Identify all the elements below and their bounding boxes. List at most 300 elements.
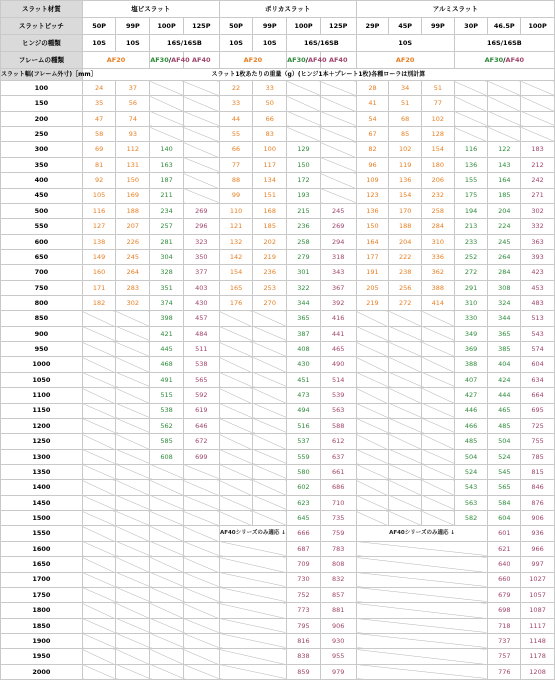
data-cell: 283 <box>116 280 150 295</box>
data-cell: 363 <box>521 234 555 249</box>
data-cell: 116 <box>82 203 116 218</box>
data-cell: 51 <box>422 81 455 96</box>
empty-cell <box>183 526 219 541</box>
data-cell: 385 <box>488 342 521 357</box>
data-cell: 232 <box>422 188 455 203</box>
empty-cell <box>356 403 389 418</box>
frame-label: フレームの種類 <box>1 52 83 69</box>
data-cell: 271 <box>521 188 555 203</box>
data-cell: 33 <box>253 81 287 96</box>
empty-cell <box>356 418 389 433</box>
width-value: 1300 <box>1 449 83 464</box>
data-cell: 215 <box>287 203 321 218</box>
data-cell: 33 <box>219 96 253 111</box>
data-cell: 876 <box>521 495 555 510</box>
data-cell: 619 <box>183 403 219 418</box>
data-cell: 175 <box>454 188 488 203</box>
group-aluminum: アルミスラット <box>356 1 554 18</box>
data-cell: 407 <box>454 372 488 387</box>
empty-cell <box>320 81 356 96</box>
table-row <box>1 203 555 218</box>
empty-cell <box>219 418 253 433</box>
data-cell: 234 <box>150 203 184 218</box>
data-cell: 388 <box>422 280 455 295</box>
data-cell: 416 <box>320 311 356 326</box>
data-cell: 445 <box>150 342 184 357</box>
data-cell: 666 <box>287 526 321 541</box>
empty-cell <box>356 434 389 449</box>
data-cell: 154 <box>422 142 455 157</box>
data-cell: 392 <box>320 296 356 311</box>
empty-cell <box>183 664 219 679</box>
pitch-cell: 29P <box>356 18 389 35</box>
data-cell: 563 <box>320 403 356 418</box>
empty-cell <box>521 81 555 96</box>
empty-cell <box>82 418 116 433</box>
data-cell: 37 <box>116 81 150 96</box>
data-cell: 524 <box>454 464 488 479</box>
data-cell: 773 <box>287 603 321 618</box>
data-cell: 725 <box>521 418 555 433</box>
data-cell: 504 <box>454 449 488 464</box>
data-cell: 524 <box>488 449 521 464</box>
data-cell: 81 <box>82 157 116 172</box>
empty-cell <box>82 618 116 633</box>
data-cell: 170 <box>389 203 422 218</box>
table-row <box>1 526 555 541</box>
empty-cell <box>150 618 184 633</box>
data-cell: 430 <box>287 357 321 372</box>
data-cell: 545 <box>488 464 521 479</box>
table-row <box>1 572 555 587</box>
empty-cell <box>454 96 488 111</box>
width-value: 1600 <box>1 541 83 556</box>
data-cell: 204 <box>389 234 422 249</box>
empty-cell <box>253 403 287 418</box>
data-cell: 291 <box>454 280 488 295</box>
table-row <box>1 372 555 387</box>
empty-cell <box>356 649 488 664</box>
data-cell: 264 <box>116 265 150 280</box>
empty-cell <box>150 511 184 526</box>
width-value: 550 <box>1 219 83 234</box>
data-cell: 563 <box>454 495 488 510</box>
empty-cell <box>219 587 286 602</box>
pitch-cell: 45P <box>389 18 422 35</box>
data-cell: 182 <box>82 296 116 311</box>
empty-cell <box>219 464 253 479</box>
data-cell: 165 <box>219 280 253 295</box>
table-row <box>1 464 555 479</box>
data-cell: 44 <box>219 111 253 126</box>
data-cell: 66 <box>219 142 253 157</box>
data-cell: 604 <box>488 511 521 526</box>
hinge-cell: 10S <box>116 35 150 52</box>
empty-cell <box>116 311 150 326</box>
empty-cell <box>356 311 389 326</box>
empty-cell <box>356 372 389 387</box>
data-cell: 219 <box>356 296 389 311</box>
data-cell: 640 <box>488 557 521 572</box>
table-row <box>1 434 555 449</box>
frame-separator: / <box>503 55 506 64</box>
empty-cell <box>219 449 253 464</box>
empty-cell <box>253 511 287 526</box>
group-pvc: 塩ビスラット <box>82 1 219 18</box>
data-cell: 264 <box>488 249 521 264</box>
data-cell: 602 <box>287 480 321 495</box>
data-cell: 284 <box>488 265 521 280</box>
empty-cell <box>82 649 116 664</box>
table-row <box>1 403 555 418</box>
empty-cell <box>422 495 455 510</box>
empty-cell <box>219 649 286 664</box>
weight-title: スラット1枚あたりの重量（g）(ヒンジ1本＋プレート1枚)各種ローラは別計算 <box>82 69 554 81</box>
empty-cell <box>150 557 184 572</box>
hinge-cell: 16S/16SB <box>454 35 554 52</box>
data-cell: 351 <box>150 280 184 295</box>
empty-cell <box>183 541 219 556</box>
empty-cell <box>82 557 116 572</box>
width-value: 1550 <box>1 526 83 541</box>
data-cell: 966 <box>521 541 555 556</box>
data-cell: 430 <box>183 296 219 311</box>
width-value: 1400 <box>1 480 83 495</box>
table-row <box>1 326 555 341</box>
empty-cell <box>389 311 422 326</box>
width-value: 400 <box>1 173 83 188</box>
data-cell: 584 <box>488 495 521 510</box>
empty-cell <box>389 434 422 449</box>
data-cell: 51 <box>389 96 422 111</box>
empty-cell <box>422 326 455 341</box>
data-cell: 574 <box>521 342 555 357</box>
frame-type-label: AF30 <box>287 55 306 64</box>
data-cell: 646 <box>183 418 219 433</box>
table-row <box>1 188 555 203</box>
data-cell: 601 <box>488 526 521 541</box>
empty-cell <box>422 372 455 387</box>
table-row <box>1 280 555 295</box>
data-cell: 403 <box>183 280 219 295</box>
empty-cell <box>116 495 150 510</box>
data-cell: 698 <box>488 603 521 618</box>
empty-cell <box>82 603 116 618</box>
empty-cell <box>356 557 488 572</box>
data-cell: 485 <box>488 418 521 433</box>
empty-cell <box>219 541 286 556</box>
data-cell: 1208 <box>521 664 555 679</box>
data-cell: 56 <box>116 96 150 111</box>
empty-cell <box>389 342 422 357</box>
empty-cell <box>183 111 219 126</box>
data-cell: 592 <box>183 388 219 403</box>
pitch-cell: 125P <box>320 18 356 35</box>
empty-cell <box>116 603 150 618</box>
data-cell: 77 <box>422 96 455 111</box>
data-cell: 294 <box>320 234 356 249</box>
empty-cell <box>116 541 150 556</box>
empty-cell <box>82 311 116 326</box>
pitch-cell: 99P <box>422 18 455 35</box>
data-cell: 388 <box>454 357 488 372</box>
data-cell: 661 <box>320 464 356 479</box>
width-value: 250 <box>1 127 83 142</box>
data-cell: 816 <box>287 633 321 648</box>
width-value: 1200 <box>1 418 83 433</box>
data-cell: 188 <box>116 203 150 218</box>
empty-cell <box>219 372 253 387</box>
data-cell: 128 <box>422 127 455 142</box>
data-cell: 160 <box>82 265 116 280</box>
data-cell: 538 <box>150 403 184 418</box>
data-cell: 465 <box>320 342 356 357</box>
hinge-cell: 10S <box>356 35 454 52</box>
empty-cell <box>116 587 150 602</box>
material-label: スラット材質 <box>1 1 83 18</box>
empty-cell <box>150 495 184 510</box>
empty-cell <box>116 357 150 372</box>
data-cell: 188 <box>389 219 422 234</box>
empty-cell <box>356 449 389 464</box>
empty-cell <box>253 434 287 449</box>
empty-cell <box>356 541 488 556</box>
data-cell: 344 <box>488 311 521 326</box>
data-cell: 457 <box>183 311 219 326</box>
empty-cell <box>356 511 389 526</box>
data-cell: 344 <box>287 296 321 311</box>
pitch-cell: 100P <box>287 18 321 35</box>
data-cell: 67 <box>356 127 389 142</box>
table-row <box>1 541 555 556</box>
data-cell: 168 <box>253 203 287 218</box>
data-cell: 236 <box>287 219 321 234</box>
data-cell: 414 <box>422 296 455 311</box>
data-cell: 122 <box>488 142 521 157</box>
empty-cell <box>356 480 389 495</box>
frame-cell <box>219 52 286 69</box>
empty-cell <box>82 572 116 587</box>
empty-cell <box>219 664 286 679</box>
data-cell: 119 <box>389 157 422 172</box>
data-cell: 176 <box>219 296 253 311</box>
data-cell: 85 <box>389 127 422 142</box>
empty-cell <box>116 449 150 464</box>
width-value: 2000 <box>1 664 83 679</box>
empty-cell <box>150 526 184 541</box>
data-cell: 116 <box>454 142 488 157</box>
data-cell: 588 <box>320 418 356 433</box>
empty-cell <box>356 495 389 510</box>
table-row <box>1 234 555 249</box>
empty-cell <box>82 495 116 510</box>
empty-cell <box>253 449 287 464</box>
empty-cell <box>116 480 150 495</box>
data-cell: 183 <box>521 142 555 157</box>
table-row <box>1 357 555 372</box>
frame-type-label: AF20 <box>395 55 415 64</box>
data-cell: 270 <box>253 296 287 311</box>
data-cell: 185 <box>488 188 521 203</box>
data-cell: 1117 <box>521 618 555 633</box>
empty-cell <box>422 511 455 526</box>
width-value: 600 <box>1 234 83 249</box>
data-cell: 514 <box>320 372 356 387</box>
empty-cell <box>219 326 253 341</box>
data-cell: 193 <box>287 188 321 203</box>
data-cell: 58 <box>82 127 116 142</box>
data-cell: 96 <box>356 157 389 172</box>
empty-cell <box>219 572 286 587</box>
empty-cell <box>253 464 287 479</box>
af40-note: AF40シリーズのみ適応 ↓ <box>356 526 488 541</box>
frame-cell <box>82 52 149 69</box>
data-cell: 465 <box>488 403 521 418</box>
empty-cell <box>150 664 184 679</box>
data-cell: 252 <box>454 249 488 264</box>
data-cell: 136 <box>389 173 422 188</box>
data-cell: 22 <box>219 81 253 96</box>
data-cell: 672 <box>183 434 219 449</box>
data-cell: 69 <box>82 142 116 157</box>
empty-cell <box>82 464 116 479</box>
data-cell: 35 <box>82 96 116 111</box>
width-value: 500 <box>1 203 83 218</box>
data-cell: 537 <box>287 434 321 449</box>
empty-cell <box>116 372 150 387</box>
empty-cell <box>116 464 150 479</box>
table-row <box>1 587 555 602</box>
table-row <box>1 418 555 433</box>
data-cell: 102 <box>389 142 422 157</box>
data-cell: 332 <box>521 219 555 234</box>
empty-cell <box>183 603 219 618</box>
hinge-cell: 16S/16SB <box>150 35 219 52</box>
width-value: 650 <box>1 249 83 264</box>
width-value: 750 <box>1 280 83 295</box>
empty-cell <box>116 649 150 664</box>
empty-cell <box>150 81 184 96</box>
empty-cell <box>422 464 455 479</box>
data-cell: 446 <box>454 403 488 418</box>
data-cell: 369 <box>454 342 488 357</box>
data-cell: 219 <box>253 249 287 264</box>
empty-cell <box>422 403 455 418</box>
width-value: 450 <box>1 188 83 203</box>
empty-cell <box>253 372 287 387</box>
empty-cell <box>150 587 184 602</box>
empty-cell <box>116 326 150 341</box>
empty-cell <box>116 403 150 418</box>
frame-type-label: AF40 <box>192 55 211 64</box>
data-cell: 664 <box>521 388 555 403</box>
empty-cell <box>389 464 422 479</box>
data-cell: 308 <box>488 280 521 295</box>
data-cell: 171 <box>82 280 116 295</box>
empty-cell <box>150 649 184 664</box>
data-cell: 269 <box>183 203 219 218</box>
data-cell: 105 <box>82 188 116 203</box>
empty-cell <box>320 188 356 203</box>
data-cell: 163 <box>150 157 184 172</box>
empty-cell <box>116 664 150 679</box>
empty-cell <box>389 511 422 526</box>
data-cell: 559 <box>287 449 321 464</box>
width-value: 200 <box>1 111 83 126</box>
data-cell: 737 <box>488 633 521 648</box>
data-cell: 180 <box>422 157 455 172</box>
data-cell: 245 <box>320 203 356 218</box>
empty-cell <box>389 418 422 433</box>
frame-cell <box>287 52 327 69</box>
data-cell: 1178 <box>521 649 555 664</box>
width-value: 950 <box>1 342 83 357</box>
data-cell: 302 <box>521 203 555 218</box>
frame-type-label: AF40 <box>328 55 348 64</box>
empty-cell <box>454 127 488 142</box>
data-cell: 612 <box>320 434 356 449</box>
data-cell: 660 <box>488 572 521 587</box>
pitch-cell: 46.5P <box>488 18 521 35</box>
data-cell: 134 <box>253 173 287 188</box>
data-cell: 695 <box>521 403 555 418</box>
frame-type-label: AF30 <box>484 55 504 64</box>
data-cell: 155 <box>454 173 488 188</box>
frame-type-label: AF30 <box>150 55 169 64</box>
empty-cell <box>150 96 184 111</box>
data-cell: 66 <box>253 111 287 126</box>
empty-cell <box>150 603 184 618</box>
empty-cell <box>82 526 116 541</box>
empty-cell <box>82 449 116 464</box>
data-cell: 846 <box>521 480 555 495</box>
data-cell: 427 <box>454 388 488 403</box>
empty-cell <box>219 511 253 526</box>
data-cell: 453 <box>521 280 555 295</box>
data-cell: 365 <box>488 326 521 341</box>
empty-cell <box>82 541 116 556</box>
empty-cell <box>82 388 116 403</box>
data-cell: 164 <box>356 234 389 249</box>
empty-cell <box>116 557 150 572</box>
table-row <box>1 495 555 510</box>
width-value: 150 <box>1 96 83 111</box>
data-cell: 132 <box>219 234 253 249</box>
data-cell: 74 <box>116 111 150 126</box>
empty-cell <box>183 633 219 648</box>
table-row <box>1 127 555 142</box>
data-cell: 154 <box>389 188 422 203</box>
empty-cell <box>82 587 116 602</box>
data-cell: 623 <box>287 495 321 510</box>
empty-cell <box>183 96 219 111</box>
empty-cell <box>183 495 219 510</box>
data-cell: 258 <box>287 234 321 249</box>
table-row <box>1 388 555 403</box>
pitch-row <box>1 18 555 35</box>
data-cell: 206 <box>422 173 455 188</box>
data-cell: 253 <box>253 280 287 295</box>
empty-cell <box>219 403 253 418</box>
table-row <box>1 157 555 172</box>
data-cell: 204 <box>488 203 521 218</box>
empty-cell <box>183 557 219 572</box>
data-cell: 808 <box>320 557 356 572</box>
table-row <box>1 649 555 664</box>
data-cell: 710 <box>320 495 356 510</box>
data-cell: 1148 <box>521 633 555 648</box>
data-cell: 604 <box>521 357 555 372</box>
